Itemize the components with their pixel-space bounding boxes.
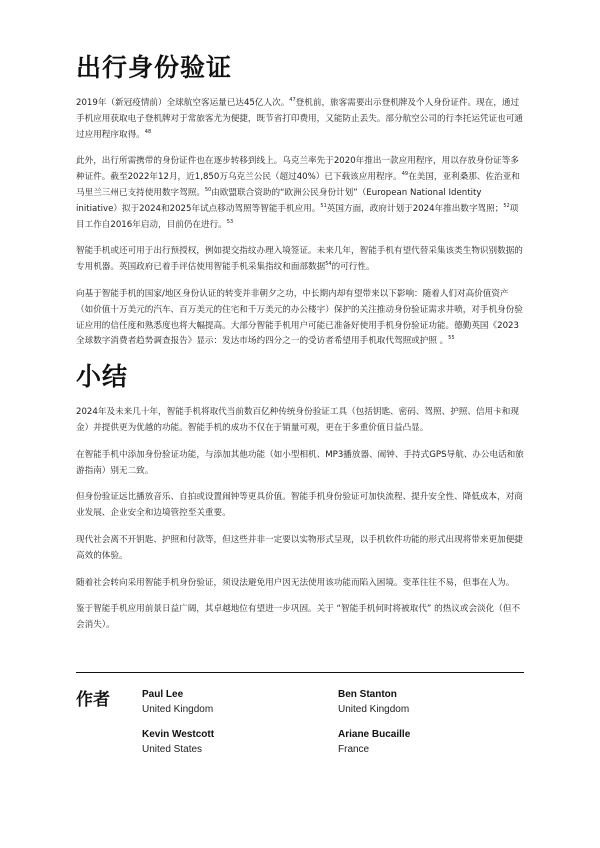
- paragraph-text: 由欧盟联合资助的“欧洲公民身份计划”（European National Identity initiative）拟于2024和2025年试点移动驾照等智能手机应用。: [76, 187, 482, 214]
- footnote-ref[interactable]: 54: [325, 261, 332, 268]
- paragraph-text: 向基于智能手机的国家/地区身份认证的转变并非朝夕之功，中长期内却有望带来以下影响：随着人们对高价值资产（如价值十万美元的汽车、百万美元的住宅和千万美元的办公楼宇）保护的关注推动身份验证需求井喷，对手机身份验证应用的信任度和熟悉度也将大幅提高。大部分智能手机用户可能已准备好使用手机身份验证功能。德勤英国《2023全球数字消费者趋势调查报告》显示：发达市场约四分之一的受访者希望用手机取代驾照或护照 。: [76, 288, 523, 347]
- authors-heading: 作者: [76, 690, 110, 710]
- footnote-ref[interactable]: 50: [204, 187, 212, 194]
- author-card: [338, 727, 498, 757]
- summary-paragraph: 现代社会离不开钥匙、护照和付款等，但这些并非一定要以实物形式呈现，以手机软件功能的形式出现将带来更加便捷高效的体验。: [76, 534, 523, 561]
- paragraph-text: 2019年（新冠疫情前）全球航空客运量已达45亿人次。: [76, 98, 290, 108]
- paragraph-2: [76, 154, 524, 233]
- author-country: France: [338, 744, 370, 755]
- section-divider: [76, 672, 524, 673]
- paragraph-1: [76, 96, 524, 143]
- paragraph-text: 在美国，亚利桑那、佐治亚和马里兰三州已支持使用数字驾照。: [76, 172, 520, 198]
- summary-paragraph: 鉴于智能手机应用前景日益广阔，其卓越地位有望进一步巩固。关于 “智能手机何时将被取代” 的热议或会淡化（但不会消失）。: [76, 604, 521, 631]
- paragraph-text: 此外，出行所需携带的身份证件也在逐步转移到线上。乌克兰率先于2020年推出一款应用程序，用以存放身份证等多种证件。截至2022年12月，近1,850万乌克兰公民（超过40%）已下载该应用程序。: [76, 156, 519, 183]
- footnote-ref[interactable]: 48: [144, 128, 152, 135]
- summary-paragraph: 但身份验证远比播放音乐、自拍或设置闹钟等更具价值。智能手机身份验证可加快流程、提升安全性、降低成本，对商业发展、企业安全和边境管控至关重要。: [76, 492, 523, 519]
- paragraph-text: 英国方面，政府计划于2024年推出数字驾照；: [326, 203, 504, 214]
- author-country: United Kingdom: [142, 704, 214, 715]
- authors-section: [76, 685, 524, 765]
- footnote-ref[interactable]: 49: [401, 171, 409, 178]
- paragraph-text: 的可行性。: [331, 262, 375, 273]
- footnote-ref[interactable]: 47: [289, 97, 296, 104]
- footnote-ref[interactable]: 53: [226, 218, 234, 225]
- page-content: [76, 52, 524, 645]
- summary-paragraph: 2024年及未来几十年，智能手机将取代当前数百亿种传统身份验证工具（包括钥匙、密码、驾照、护照、信用卡和现金）并提供更为优越的功能。智能手机的成功不仅在于销量可观，更在于多重价值日益凸显。: [76, 407, 519, 433]
- section-title-summary: 小结: [76, 362, 129, 392]
- paragraph-3: [76, 244, 524, 276]
- paragraph-text: 智能手机或还可用于出行预授权，例如提交指纹办理入境签证。未来几年，智能手机有望代替采集该类生物识别数据的专用机器。英国政府已着手评估使用智能手机采集指纹和面部数据: [76, 246, 523, 273]
- author-card: [142, 687, 302, 717]
- author-name: Kevin Westcott: [142, 729, 215, 740]
- summary-paragraph: 随着社会转向采用智能手机身份验证，须设法避免用户因无法使用该功能而陷入困境。变革往往不易，但事在人为。: [76, 577, 515, 588]
- author-country: United Kingdom: [338, 704, 410, 715]
- author-name: Paul Lee: [142, 689, 184, 700]
- author-card: [338, 687, 498, 717]
- paragraph-text: 项目工作自2016年启动，目前仍在进行。: [76, 203, 519, 230]
- author-name: Ben Stanton: [338, 689, 397, 700]
- author-card: [142, 727, 302, 757]
- summary-paragraph: 在智能手机中添加身份验证功能，与添加其他功能（如小型相机、MP3播放器、闹钟、手持式GPS导航、办公电话和旅游指南）别无二致。: [76, 449, 524, 476]
- author-country: United States: [142, 744, 203, 755]
- paragraph-text: 登机前，旅客需要出示登机牌及个人身份证件。现在，通过手机应用获取电子登机牌对于常旅客尤为便捷，既节省打印费用，又能防止丢失。部分航空公司的行李托运凭证也可通过应用程序取得。: [76, 98, 523, 140]
- footnote-ref[interactable]: 52: [503, 202, 510, 209]
- footnote-ref[interactable]: 55: [448, 335, 455, 342]
- section-title-travel-identity: 出行身份验证: [76, 53, 233, 82]
- footnote-ref[interactable]: 51: [320, 202, 327, 209]
- paragraph-4: [76, 287, 524, 350]
- author-name: Ariane Bucaille: [338, 729, 411, 740]
